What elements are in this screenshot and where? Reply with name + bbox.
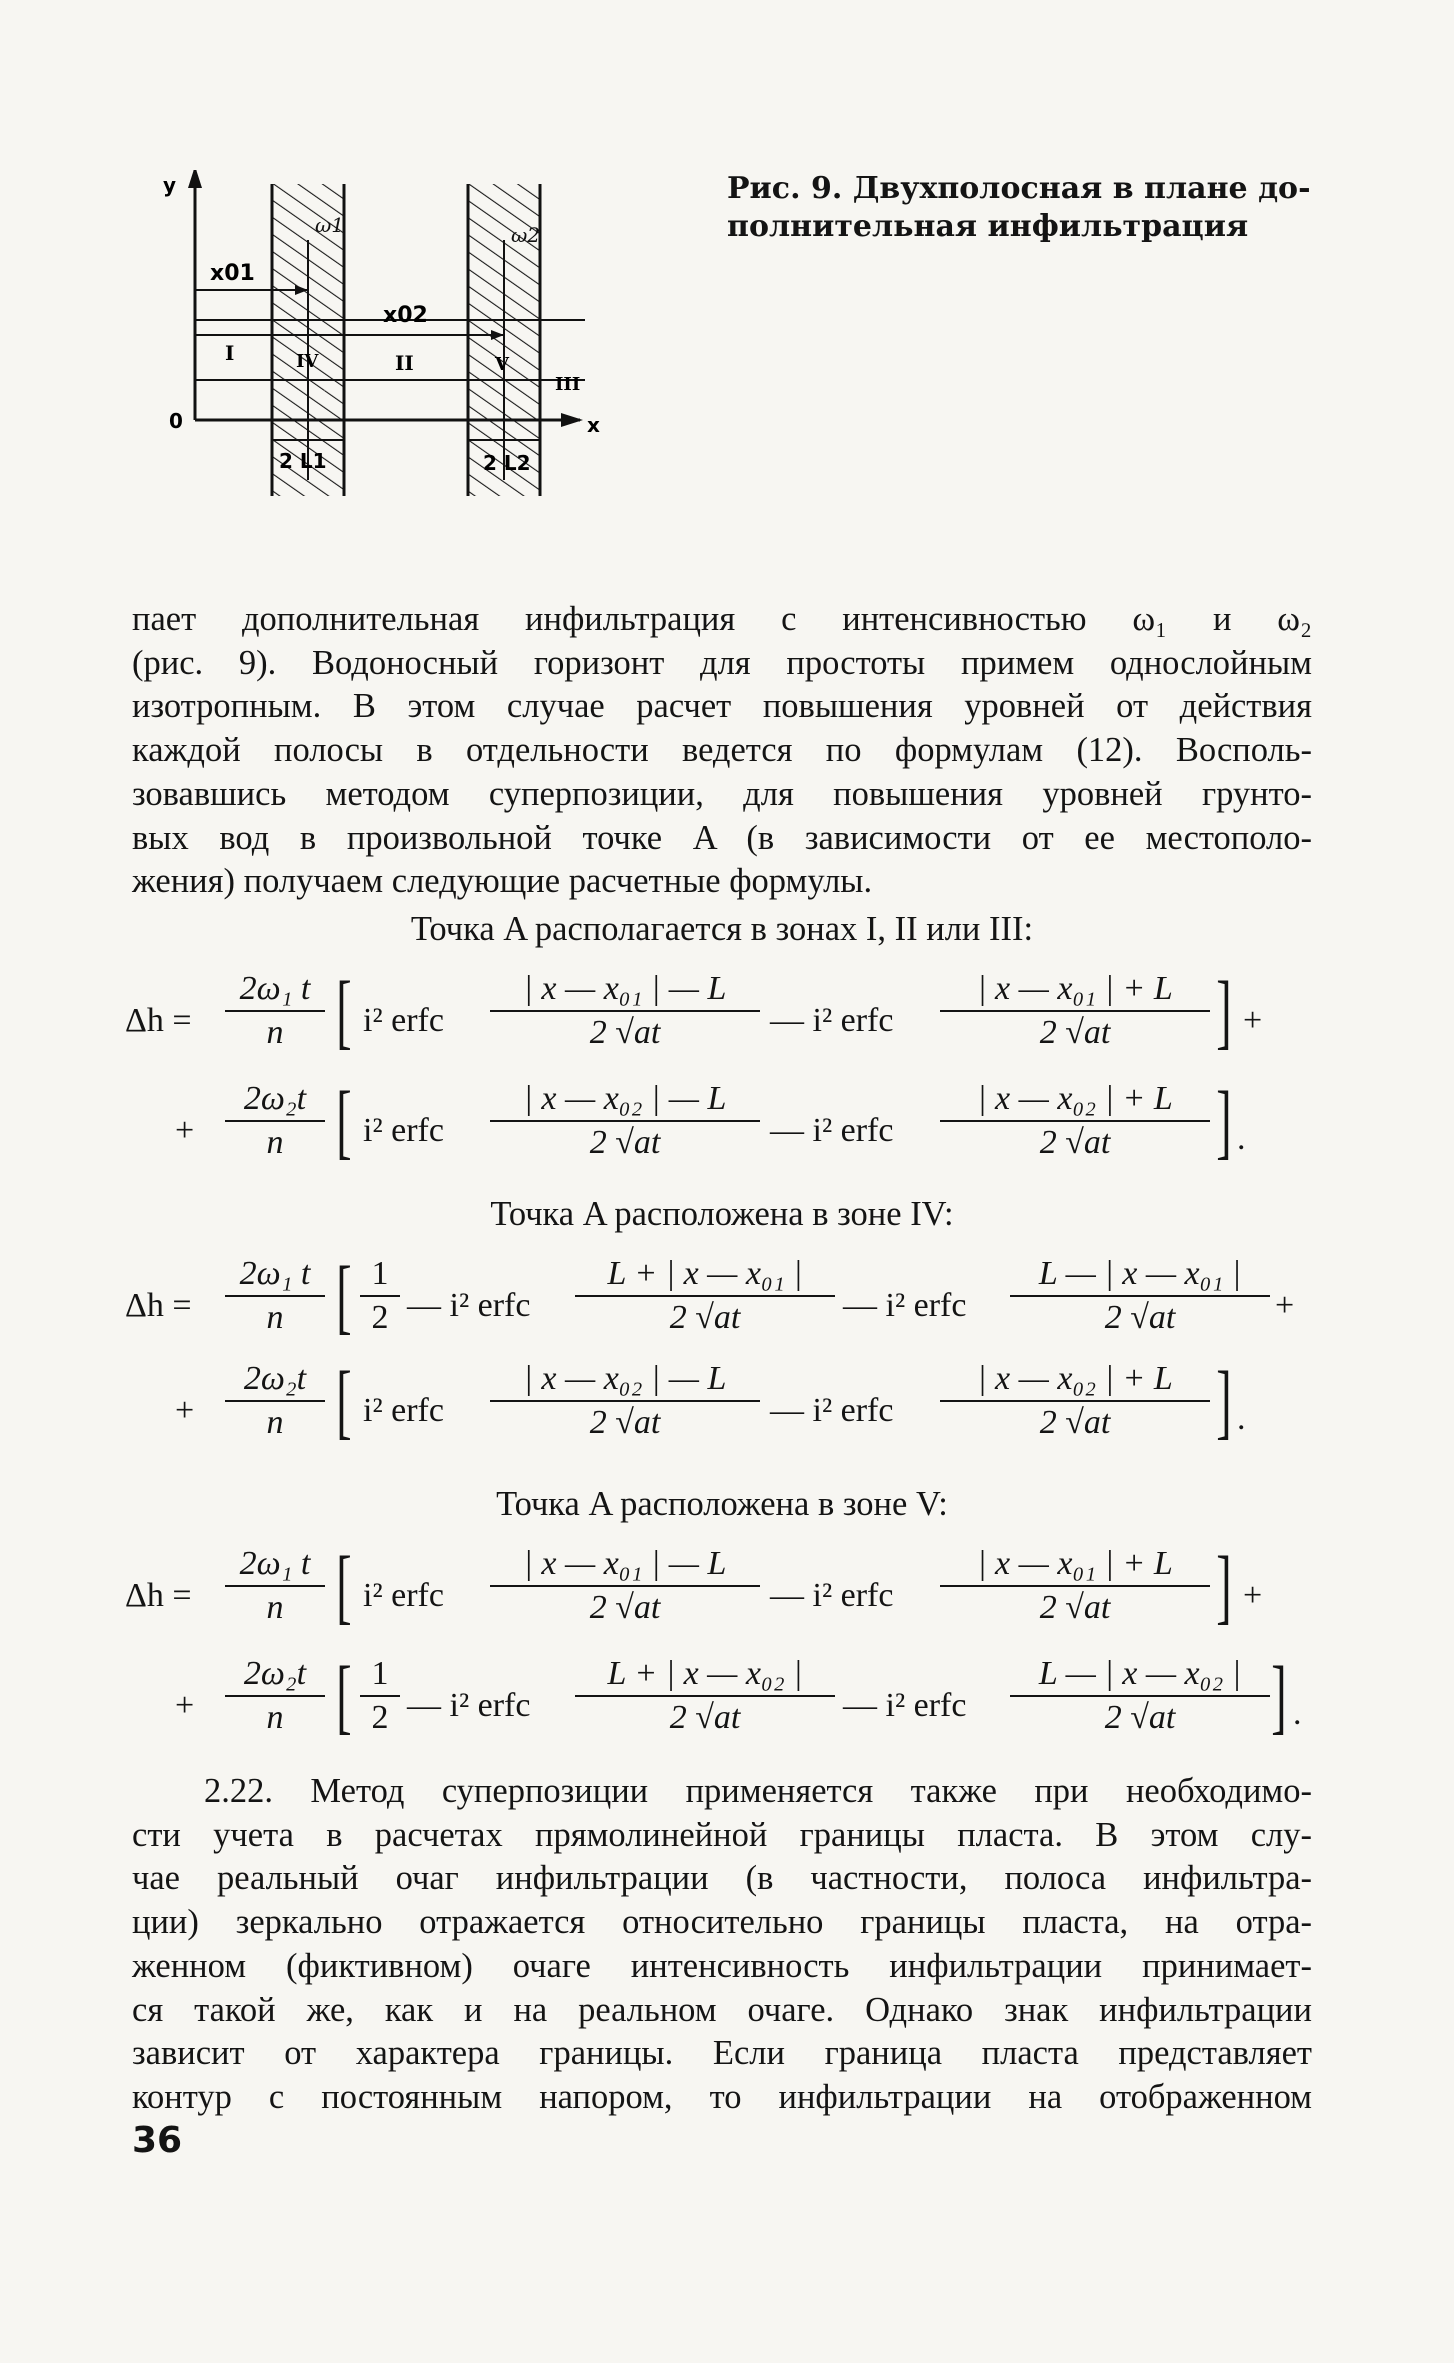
page-number: 36 [132,2120,183,2161]
x-axis-label: x [587,413,600,437]
strip-infiltration-figure [155,170,675,510]
figure-caption [727,170,1317,246]
eq-fraction: $\frac{\text{L + | x — x₀₂ |}}{2 √at}$ [575,1655,835,1737]
heading-zone-4: Точка A расположена в зоне IV: [490,1195,954,1233]
eq-fraction: $\frac{\text{| x — x₀₂ | + L}}{2 √at}$ [940,1360,1210,1442]
text-line: ции) зеркально отражается относительно границы пласта, на отра- [132,1903,1312,1942]
omega1-label: ω1 [315,213,345,237]
eq-lhs: Δh = [125,1002,192,1039]
eq-coef: $\frac{\text{2ω₁ t}}{n}$ [225,1545,325,1627]
text-line: жения) получаем следующие расчетные формулы. [132,862,873,901]
equation-1-line-2: + $\frac{\text{2ω₂t}}{n}$ [ i² erfc $\frac{\text{| x — x₀₂ | — L}}{2 √at}$ — i² erfc $\frac{\text{| x — x₀₂ | + L}}{2 √at}$ ] . [175,1075,1246,1168]
eq-fraction: $\frac{\text{| x — x₀₁ | — L}}{2 √at}$ [490,1545,760,1627]
eq-fraction: $\frac{\text{| x — x₀₁ | + L}}{2 √at}$ [940,1545,1210,1627]
eq-fraction: $\frac{\text{| x — x₀₂ | — L}}{2 √at}$ [490,1080,760,1162]
paragraph-2 [132,1770,1312,2120]
equation-2-line-2: + $\frac{\text{2ω₂t}}{n}$ [ i² erfc $\frac{\text{| x — x₀₂ | — L}}{2 √at}$ — i² erfc $\frac{\text{| x — x₀₂ | + L}}{2 √at}$ ] . [175,1355,1246,1448]
heading-zones-1-2-3: Точка A располагается в зонах I, II или III: [410,910,1034,948]
eq-coef: $\frac{\text{2ω₂t}}{n}$ [225,1655,325,1737]
equation-1-line-1: Δh = $\frac{\text{2ω₁ t}}{n}$ [ i² erfc $\frac{\text{| x — x₀₁ | — L}}{2 √at}$ — i² erfc $\frac{\text{| x — x₀₁ | + L}}{2 √at}$ ] + [125,965,1263,1058]
equation-3-line-2: + $\frac{\text{2ω₂t}}{n}$ [ $\frac{1}{2}$ — i² erfc $\frac{\text{L + | x — x₀₂ |}}{2 √at}$ — i² erfc $\frac{\text{L — | x — x₀₂ |}}{2 √at}$ ] . [175,1650,1302,1743]
zone-label-4: IV [296,351,319,372]
text-line: изотропным. В этом случае расчет повышения уровней от действия [132,687,1312,726]
text-line: (рис. 9). Водоносный горизонт для простоты примем однослойным [132,643,1312,682]
eq-fraction: $\frac{\text{L — | x — x₀₁ |}}{2 √at}$ [1010,1255,1270,1337]
y-axis-label: y [163,173,177,197]
eq-coef: $\frac{\text{2ω₁ t}}{n}$ [225,970,325,1052]
text-line: вых вод в произвольной точке A (в зависимости от ее местополо- [132,818,1312,857]
width1-label: 2 L1 [279,449,327,473]
caption-line: полнительная инфильтрация [727,209,1249,244]
omega2-label: ω2 [511,223,541,247]
zone-label-3: III [555,374,581,395]
zone-label-5: V [495,354,509,375]
eq-coef: $\frac{\text{2ω₂t}}{n}$ [225,1360,325,1442]
text-line: чае реальный очаг инфильтрации (в частности, полоса инфильтра- [132,1859,1312,1898]
eq-coef: $\frac{\text{2ω₁ t}}{n}$ [225,1255,325,1337]
x01-label: x01 [210,261,255,286]
zone-label-1: I [225,341,235,365]
eq-fraction: $\frac{\text{| x — x₀₁ | — L}}{2 √at}$ [490,970,760,1052]
eq-fraction: $\frac{\text{| x — x₀₂ | — L}}{2 √at}$ [490,1360,760,1442]
origin-label: 0 [169,409,183,433]
text-line: женном (фиктивном) очаге интенсивность инфильтрации принимает- [132,1946,1312,1985]
text-line: пает дополнительная инфильтрация с интенсивностью ω₁ и ω₂ [132,600,1312,638]
equation-2-line-1: Δh = $\frac{\text{2ω₁ t}}{n}$ [ $\frac{1}{2}$ — i² erfc $\frac{\text{L + | x — x₀₁ |}}{2 √at}$ — i² erfc $\frac{\text{L — | x — x₀₁ |}}{2 √at}$ + [125,1250,1295,1343]
eq-coef: $\frac{\text{2ω₂t}}{n}$ [225,1080,325,1162]
x02-label: x02 [383,303,428,328]
eq-fraction: $\frac{\text{| x — x₀₂ | + L}}{2 √at}$ [940,1080,1210,1162]
eq-fraction: $\frac{\text{| x — x₀₁ | + L}}{2 √at}$ [940,970,1210,1052]
text-line: контур с постоянным напором, то инфильтрации на отображенном [132,2077,1312,2116]
text-line: сти учета в расчетах прямолинейной границы пласта. В этом слу- [132,1815,1312,1854]
heading-zone-5: Точка A расположена в зоне V: [496,1485,948,1523]
text-line: зависит от характера границы. Если граница пласта представляет [132,2034,1312,2073]
eq-half: $\frac{1}{2}$ [360,1255,400,1337]
paragraph-1 [132,598,1312,904]
eq-half: $\frac{1}{2}$ [360,1655,400,1737]
text-line: ся такой же, как и на реальном очаге. Однако знак инфильтрации [132,1990,1312,2029]
text-line: 2.22. Метод суперпозиции применяется также при необходимо- [204,1772,1312,1810]
width2-label: 2 L2 [483,451,531,475]
caption-line: Рис. 9. Двухполосная в плане до- [727,171,1311,206]
text-line: каждой полосы в отдельности ведется по формулам (12). Восполь- [132,731,1312,770]
eq-fraction: $\frac{\text{L — | x — x₀₂ |}}{2 √at}$ [1010,1655,1270,1737]
equation-3-line-1: Δh = $\frac{\text{2ω₁ t}}{n}$ [ i² erfc $\frac{\text{| x — x₀₁ | — L}}{2 √at}$ — i² erfc $\frac{\text{| x — x₀₁ | + L}}{2 √at}$ ] + [125,1540,1263,1633]
zone-label-2: II [395,351,414,375]
text-line: зовавшись методом суперпозиции, для повышения уровней грунто- [132,774,1312,813]
eq-fraction: $\frac{\text{L + | x — x₀₁ |}}{2 √at}$ [575,1255,835,1337]
